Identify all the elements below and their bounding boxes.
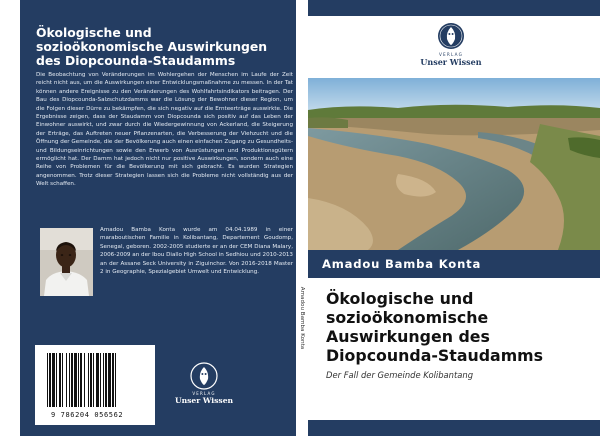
spine-author: Amadou Bamba Konta bbox=[299, 286, 305, 350]
barcode-bar bbox=[69, 353, 70, 407]
barcode-number: 9 786204 056562 bbox=[51, 411, 124, 419]
title-line: Ökologische und bbox=[326, 289, 474, 308]
barcode-bar bbox=[84, 353, 85, 407]
back-cover-title bbox=[36, 26, 286, 68]
bottom-band bbox=[308, 420, 600, 436]
barcode-bar bbox=[108, 353, 111, 407]
barcode-bar bbox=[47, 353, 48, 407]
barcode-bar bbox=[112, 353, 114, 407]
book-subtitle: Der Fall der Gemeinde Kolibantang bbox=[326, 370, 474, 380]
barcode-bar bbox=[78, 353, 79, 407]
publisher-name: Unser Wissen bbox=[174, 396, 234, 405]
back-title-line: Ökologische und bbox=[36, 25, 152, 40]
back-title-line: sozioökonomische Auswirkungen bbox=[36, 39, 268, 54]
owl-emblem-icon bbox=[420, 20, 482, 72]
title-line: Diopcounda-Staudamms bbox=[326, 346, 544, 365]
title-line: sozioökonomische bbox=[326, 308, 489, 327]
barcode-bar bbox=[59, 353, 61, 407]
barcode-bar bbox=[96, 353, 99, 407]
publisher-verlag-label: VERLAG bbox=[192, 391, 216, 396]
front-cover bbox=[308, 0, 600, 436]
publisher-name: Unser Wissen bbox=[420, 57, 482, 67]
back-cover bbox=[20, 0, 296, 436]
barcode-bar bbox=[49, 353, 51, 407]
owl-emblem-icon bbox=[174, 360, 234, 410]
barcode-bar bbox=[105, 353, 107, 407]
publisher-logo-front bbox=[420, 20, 482, 72]
barcode-bar bbox=[115, 353, 116, 407]
barcode-bar bbox=[62, 353, 63, 407]
barcode-bar bbox=[52, 353, 55, 407]
barcode-bar bbox=[56, 353, 57, 407]
barcode-bar bbox=[66, 353, 67, 407]
back-title-line: des Diopcounda-Staudamms bbox=[36, 53, 236, 68]
book-title bbox=[326, 289, 594, 365]
author-name: Amadou Bamba Konta bbox=[322, 257, 482, 271]
top-band bbox=[308, 0, 600, 16]
spine bbox=[296, 0, 308, 436]
barcode-bar bbox=[90, 353, 92, 407]
isbn-barcode bbox=[35, 345, 155, 425]
barcode-bar bbox=[100, 353, 101, 407]
barcode-bar bbox=[88, 353, 89, 407]
book-blurb: Die Beobachtung von Veränderungen im Wohlergehen der Menschen im Laufe der Zeit reicht nicht aus, um die Auswirkungen einer Entwicklungsmaßnahme zu messen. In der Tat können andere Ereignisse zu den Veränderungen des Wohlfahrtsindikators beitragen. Der Bau des Diopcounda-Salzschutzdamms war die Lösung der Bewohner dieser Region, um die Folgen dieser Dürre zu bekämpfen, die sich negativ auf die Ernteerträge auswirkte. Die Ergebnisse zeigen, dass der Staudamm von Diopcounda sich positiv auf das Leben der Einwohner auswirkt, und zwar durch die Wiedergewinnung von Ackerland, die Steigerung der Erträge, das Auftreten neuer Pflanzenarten, die Verbesserung der Viehzucht und die Öffnung der Gemeinde, die der Bevölkerung auch einen einfachen Zugang zu Gesundheits- und Bildungseinrichtungen sowie den Erwerb von Ausrüstungen und Produktionsgütern ermöglicht hat. Der Damm hat jedoch nicht nur positive Auswirkungen, sondern auch eine Reihe von Problemen für die Bevölkerung mit sich gebracht. Es wurden Strategien angenommen. Trotz dieser Strategien lassen sich die Probleme nicht vollständig aus der Welt schaffen. bbox=[36, 72, 293, 188]
author-bio: Amadou Bamba Konta wurde am 04.04.1989 in einer maraboutischen Familie in Kolibantang, Departement Goudomp, Senegal, geboren. 2002-2005 studierte er an der CEM Diana Malary, 2006-2009 an der Ibou Diallo High School in Sedhiou und 2010-2013 an der Assane Seck University in Ziguinchor. Von 2016-2018 Master 2 in Geographie, Spezialgebiet Umwelt und Entwicklung. bbox=[100, 227, 293, 276]
publisher-logo-back bbox=[174, 360, 234, 410]
barcode-bar bbox=[71, 353, 73, 407]
barcode-bar bbox=[93, 353, 94, 407]
barcode-bar bbox=[74, 353, 77, 407]
barcode-bar bbox=[80, 353, 82, 407]
publisher-verlag-label: VERLAG bbox=[438, 52, 464, 57]
author-photo bbox=[40, 228, 93, 296]
author-band bbox=[308, 250, 600, 278]
barcode-bar bbox=[103, 353, 104, 407]
cover-photo-river bbox=[308, 78, 600, 250]
title-line: Auswirkungen des bbox=[326, 327, 490, 346]
